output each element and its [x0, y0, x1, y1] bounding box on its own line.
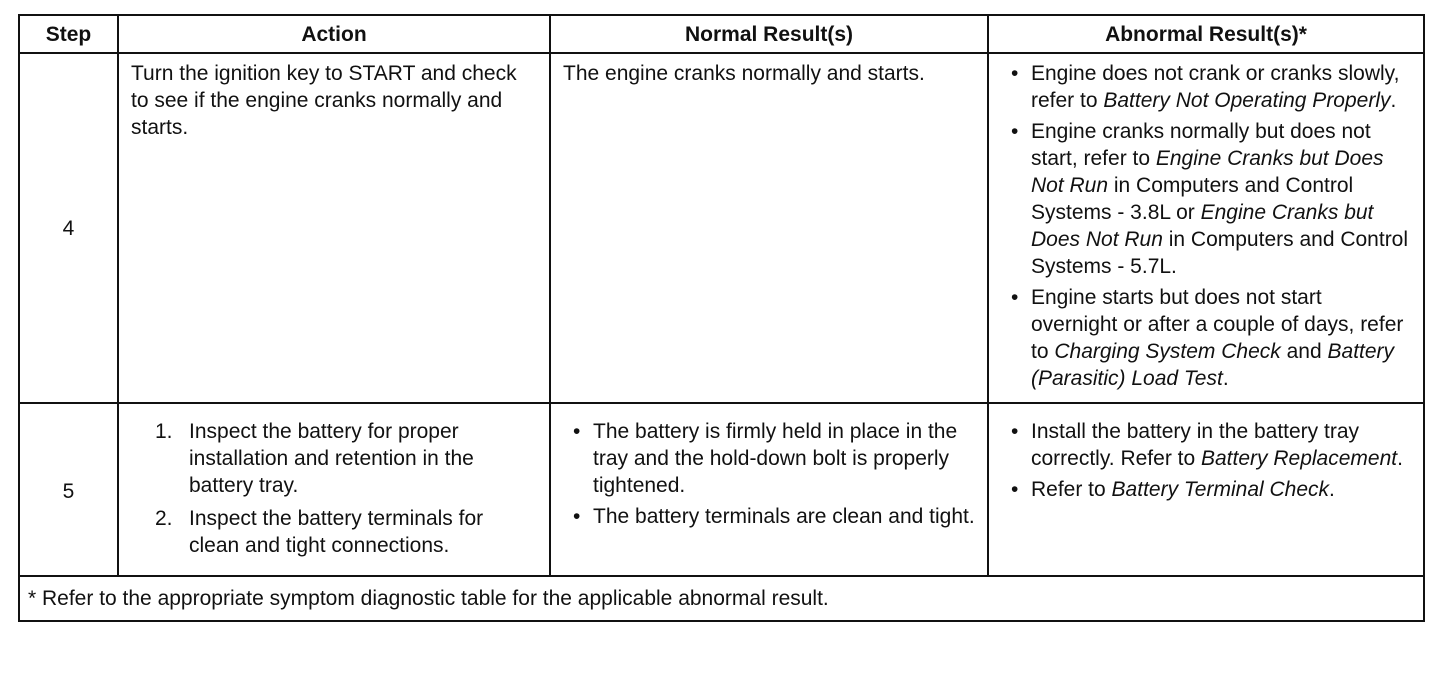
reference: Battery (Parasitic) Load Test [1031, 340, 1395, 390]
reference: Battery Terminal Check [1111, 478, 1330, 501]
footnote-row [19, 576, 1424, 621]
item-text: Inspect the battery for proper installation and retention in the battery tray. [189, 420, 474, 497]
item-number: 1. [155, 420, 173, 443]
list-item [131, 418, 539, 499]
list-item [1001, 284, 1413, 392]
diagnostic-table [18, 14, 1425, 622]
item-text: Inspect the battery terminals for clean and tight connections. [189, 507, 484, 557]
normal-result-cell [550, 403, 988, 576]
text: Refer to [1031, 478, 1112, 501]
text: in Computers and Control Systems - 5.7L. [1031, 228, 1409, 278]
list-item [131, 505, 539, 559]
reference: Charging System Check [1054, 340, 1281, 363]
text: in Computers and Control Systems - 3.8L or [1031, 174, 1354, 224]
text: . [1397, 447, 1403, 470]
header-row [19, 15, 1424, 53]
item-number: 2. [155, 507, 173, 530]
reference: Engine Cranks but Does Not Run [1031, 147, 1384, 197]
step-number: 4 [19, 53, 118, 403]
abnormal-result-cell [988, 53, 1424, 403]
list-item: • The battery is firmly held in place in the tray and the hold-down bolt is properly tightened. [563, 418, 977, 499]
text: . [1222, 367, 1229, 390]
reference: Battery Not Operating Properly [1103, 89, 1391, 112]
header-step: Step [19, 15, 118, 53]
normal-result-cell: The engine cranks normally and starts. [550, 53, 988, 403]
abnormal-list [1001, 418, 1413, 503]
list-item [1001, 418, 1413, 472]
normal-list [563, 418, 977, 530]
list-item [1001, 60, 1413, 114]
action-cell: Turn the ignition key to START and check to see if the engine cranks normally and starts. [118, 53, 550, 403]
table-row [19, 403, 1424, 576]
text: Install the battery in the battery tray correctly. Refer to [1031, 420, 1360, 470]
abnormal-result-cell [988, 403, 1424, 576]
header-action: Action [118, 15, 550, 53]
table-row [19, 53, 1424, 403]
reference: Battery Replacement [1201, 447, 1398, 470]
action-list [131, 418, 539, 559]
abnormal-list [1001, 60, 1413, 392]
list-item [1001, 476, 1413, 503]
text: . [1390, 89, 1397, 112]
text: and [1280, 340, 1328, 363]
list-item [1001, 118, 1413, 280]
footnote: * Refer to the appropriate symptom diagnostic table for the applicable abnormal result. [19, 576, 1424, 621]
text: . [1329, 478, 1335, 501]
list-item: • The battery terminals are clean and tight. [563, 503, 977, 530]
reference: Engine Cranks but Does Not Run [1031, 201, 1374, 251]
step-number: 5 [19, 403, 118, 576]
text: Engine cranks normally but does not start, refer to [1031, 120, 1371, 170]
action-cell [118, 403, 550, 576]
text: Engine does not crank or cranks slowly, refer to [1031, 62, 1400, 112]
header-abnormal-results: Abnormal Result(s)* [988, 15, 1424, 53]
text: Engine starts but does not start overnight or after a couple of days, refer to [1031, 286, 1404, 363]
header-normal-results: Normal Result(s) [550, 15, 988, 53]
